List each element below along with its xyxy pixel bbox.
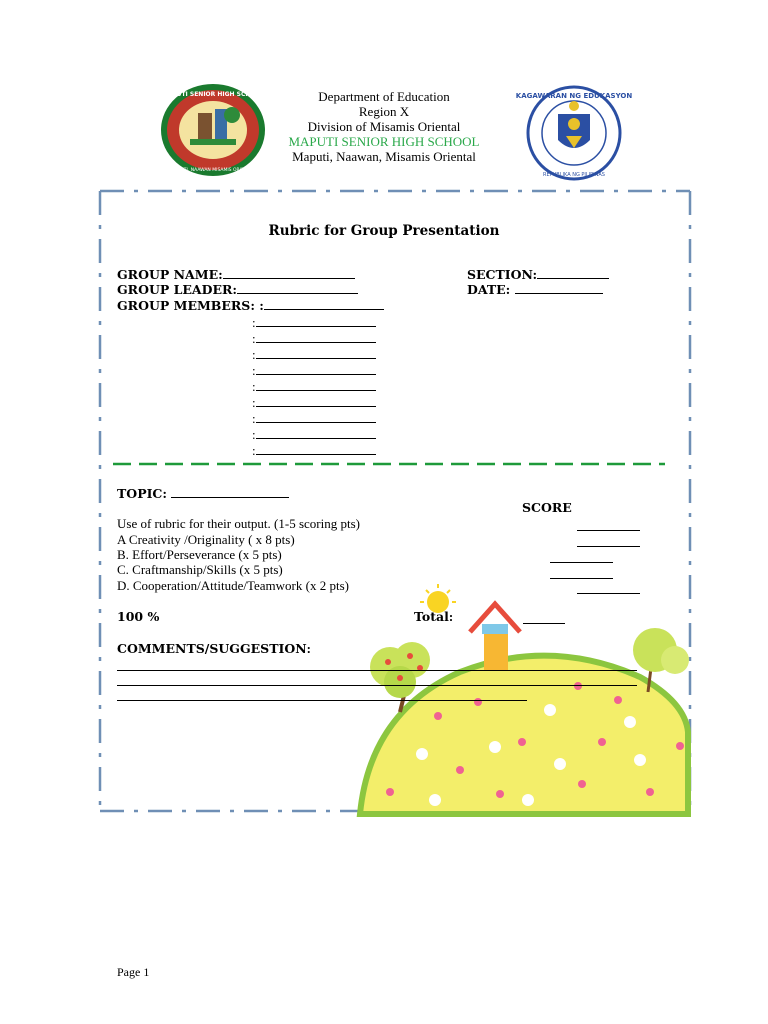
member-row: : [252,442,376,459]
percent-label: 100 % [117,609,160,624]
group-member-field-1[interactable] [264,297,384,310]
member-field[interactable] [256,410,376,423]
group-leader-label: GROUP LEADER: [117,282,237,297]
member-field[interactable] [256,394,376,407]
member-row: : [252,314,376,331]
member-row: : [252,330,376,347]
comment-field[interactable] [117,700,527,701]
criteria-item: D. Cooperation/Attitude/Teamwork (x 2 pts) [117,578,349,593]
member-row: : [252,378,376,395]
group-leader-row [117,281,358,297]
deped-seal [515,84,633,182]
score-label: SCORE [522,500,572,515]
member-field[interactable] [256,378,376,391]
school-address: Maputi, Naawan, Misamis Oriental [292,149,476,164]
topic-field[interactable] [171,485,289,498]
member-row: : [252,426,376,443]
score-field[interactable] [577,546,640,547]
member-row: : [252,346,376,363]
comments-row: COMMENTS/SUGGESTION: [117,641,311,656]
member-field[interactable] [256,330,376,343]
date-row [467,281,603,297]
group-name-field[interactable] [223,266,355,279]
member-row: : [252,362,376,379]
group-members-label: GROUP MEMBERS: : [117,298,264,313]
svg-text:REPUBLIKA NG PILIPINAS: REPUBLIKA NG PILIPINAS [543,172,605,178]
page-number: Page 1 [117,965,150,979]
member-field[interactable] [256,362,376,375]
score-field[interactable] [550,562,613,563]
member-field[interactable] [256,426,376,439]
section-label: SECTION: [467,267,538,282]
division: Division of Misamis Oriental [307,119,461,134]
comments-label: COMMENTS/SUGGESTION [117,641,307,656]
member-row: : [252,410,376,427]
group-leader-field[interactable] [237,281,358,294]
hill-illustration [350,582,690,814]
criteria-item: A Creativity /Originality ( x 8 pts) [117,532,295,547]
date-field[interactable] [515,281,603,294]
topic-label: TOPIC: [117,486,167,501]
score-field[interactable] [577,593,640,594]
member-row: : [252,394,376,411]
member-field[interactable] [256,346,376,359]
svg-text:KAGAWARAN NG EDUKASYON: KAGAWARAN NG EDUKASYON [515,92,633,100]
score-field[interactable] [577,530,640,531]
group-members-row [117,297,384,313]
comment-field[interactable] [117,670,637,671]
criteria-intro: Use of rubric for their output. (1-5 scoring pts) [117,516,360,531]
form-title: Rubric for Group Presentation [268,223,500,239]
date-label: DATE: [467,282,511,297]
criteria-item: C. Craftmanship/Skills (x 5 pts) [117,562,283,577]
region: Region X [358,104,410,119]
group-name-row [117,266,355,282]
topic-row [117,485,289,501]
score-field[interactable] [550,578,613,579]
group-name-label: GROUP NAME: [117,267,223,282]
svg-text:MAPUTI SENIOR HIGH SCHOOL: MAPUTI SENIOR HIGH SCHOOL [161,91,265,98]
dept-name: Department of Education [318,89,450,104]
total-field[interactable] [523,623,565,624]
member-field[interactable] [256,442,376,455]
total-row: Total: [414,609,454,624]
member-field[interactable] [256,314,376,327]
section-field[interactable] [537,266,609,279]
section-row [467,266,609,282]
comment-field[interactable] [117,685,637,686]
criteria-item: B. Effort/Perseverance (x 5 pts) [117,547,282,562]
svg-text:MAPUTI, NAAWAN MISAMIS ORIENTA: MAPUTI, NAAWAN MISAMIS ORIENTAL [170,168,256,173]
school-name: MAPUTI SENIOR HIGH SCHOOL [288,134,480,149]
total-label: Total [414,609,449,624]
